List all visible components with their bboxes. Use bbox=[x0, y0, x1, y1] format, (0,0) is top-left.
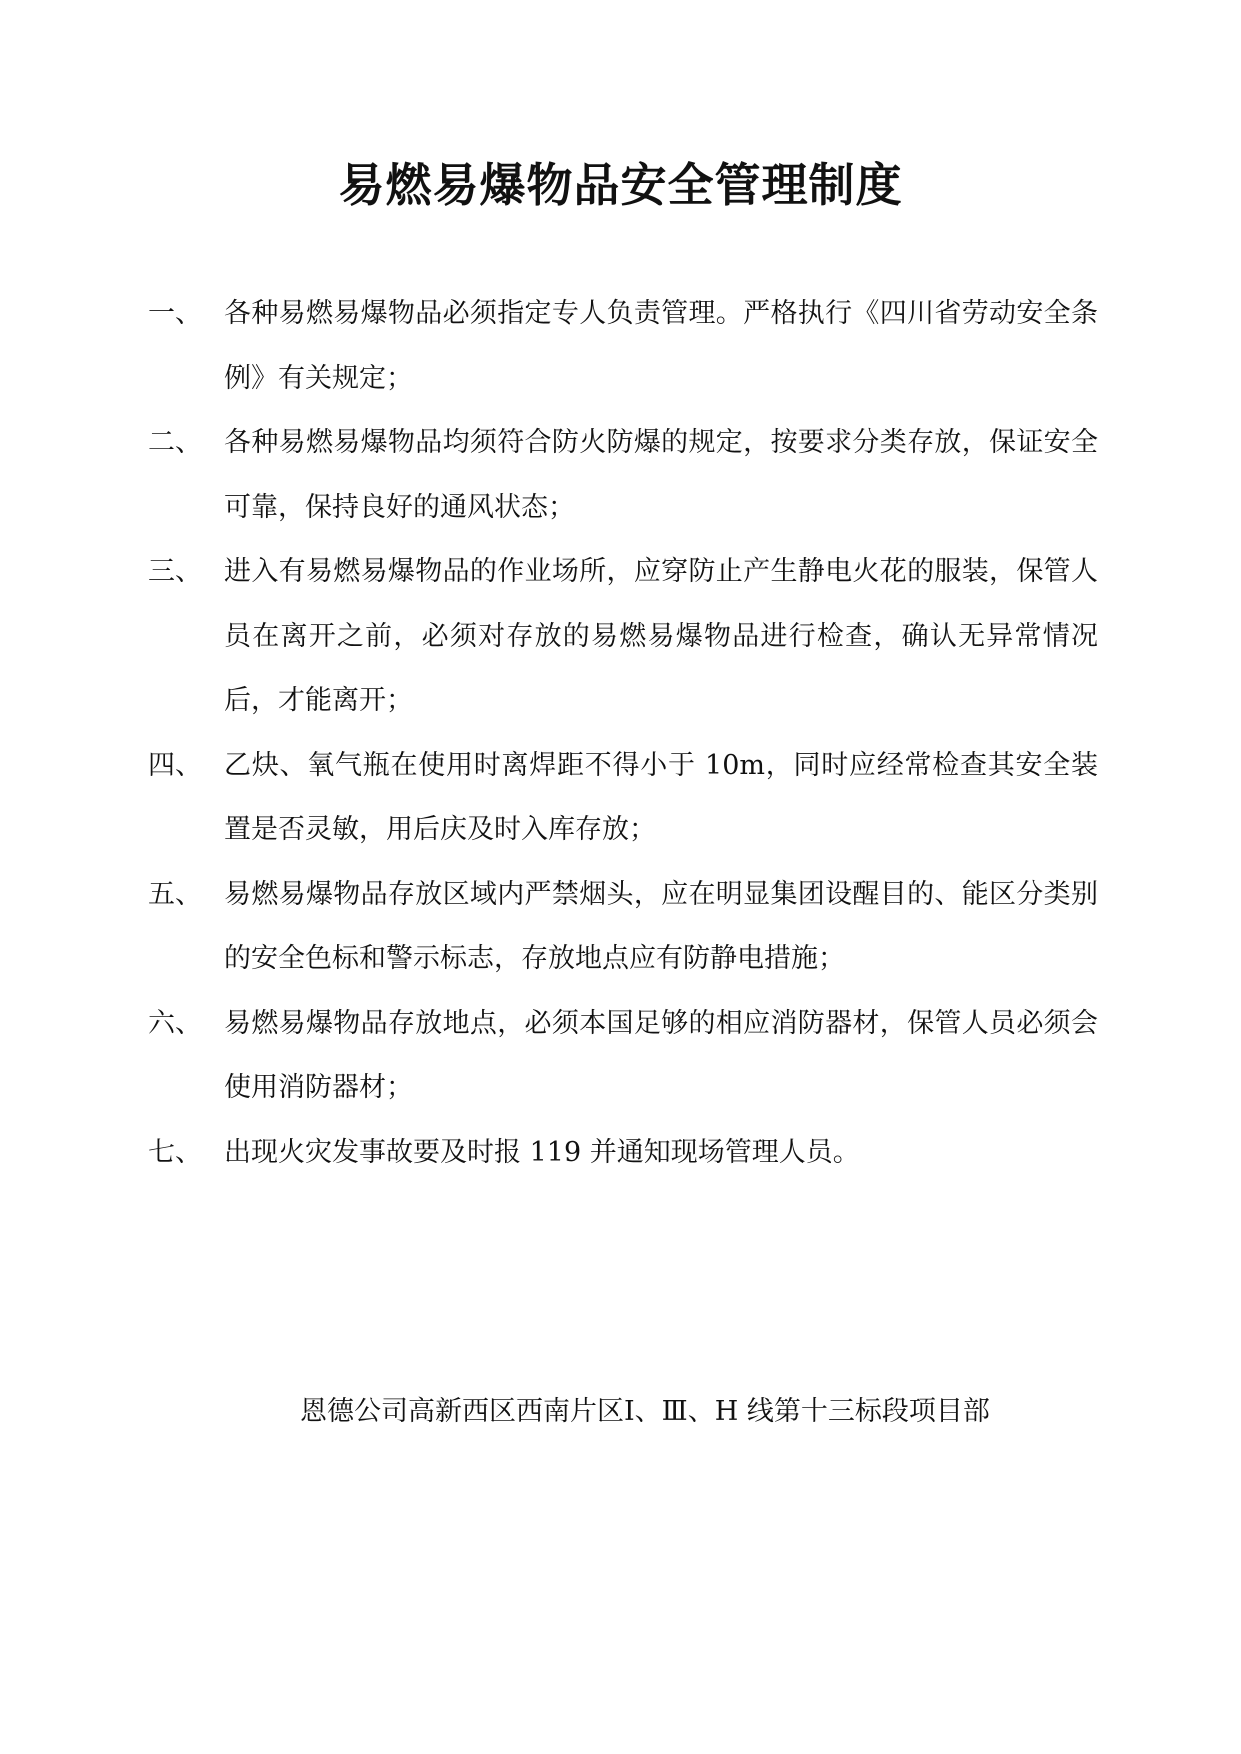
article-item bbox=[148, 411, 1098, 540]
article-item bbox=[148, 1121, 1098, 1186]
article-text: 进入有易燃易爆物品的作业场所，应穿防止产生静电火花的服装，保管人员在离开之前，必须对存放的易燃易爆物品进行检查，确认无异常情况后，才能离开； bbox=[224, 556, 1098, 716]
article-text: 各种易燃易爆物品必须指定专人负责管理。严格执行《四川省劳动安全条例》有关规定； bbox=[224, 298, 1098, 394]
article-text: 出现火灾发事故要及时报 119 并通知现场管理人员。 bbox=[224, 1136, 860, 1168]
article-item bbox=[148, 734, 1098, 863]
article-item bbox=[148, 863, 1098, 992]
article-number: 五、 bbox=[148, 878, 202, 910]
article-number: 四、 bbox=[148, 749, 202, 781]
article-number: 三、 bbox=[148, 556, 202, 587]
article-number: 六、 bbox=[148, 1007, 202, 1039]
document-title: 易燃易爆物品安全管理制度 bbox=[338, 158, 903, 212]
article-text: 易燃易爆物品存放地点，必须本国足够的相应消防器材，保管人员必须会使用消防器材； bbox=[224, 1007, 1098, 1103]
article-text: 各种易燃易爆物品均须符合防火防爆的规定，按要求分类存放，保证安全可靠，保持良好的通风状态； bbox=[224, 427, 1098, 523]
article-text: 易燃易爆物品存放区域内严禁烟头，应在明显集团设醒目的、能区分类别的安全色标和警示标志，存放地点应有防静电措施； bbox=[224, 878, 1098, 974]
article-list bbox=[148, 282, 1098, 1185]
article-text: 乙炔、氧气瓶在使用时离焊距不得小于 10m，同时应经常检查其安全装置是否灵敏，用后庆及时入库存放； bbox=[224, 749, 1098, 845]
article-item bbox=[148, 992, 1098, 1121]
issuer-signature-line: 恩德公司高新西区西南片区Ⅰ、Ⅲ、H 线第十三标段项目部 bbox=[300, 1396, 990, 1427]
article-number: 二、 bbox=[148, 427, 202, 458]
article-item bbox=[148, 540, 1098, 734]
article-number: 七、 bbox=[148, 1136, 202, 1168]
article-number: 一、 bbox=[148, 298, 202, 329]
article-item bbox=[148, 282, 1098, 411]
